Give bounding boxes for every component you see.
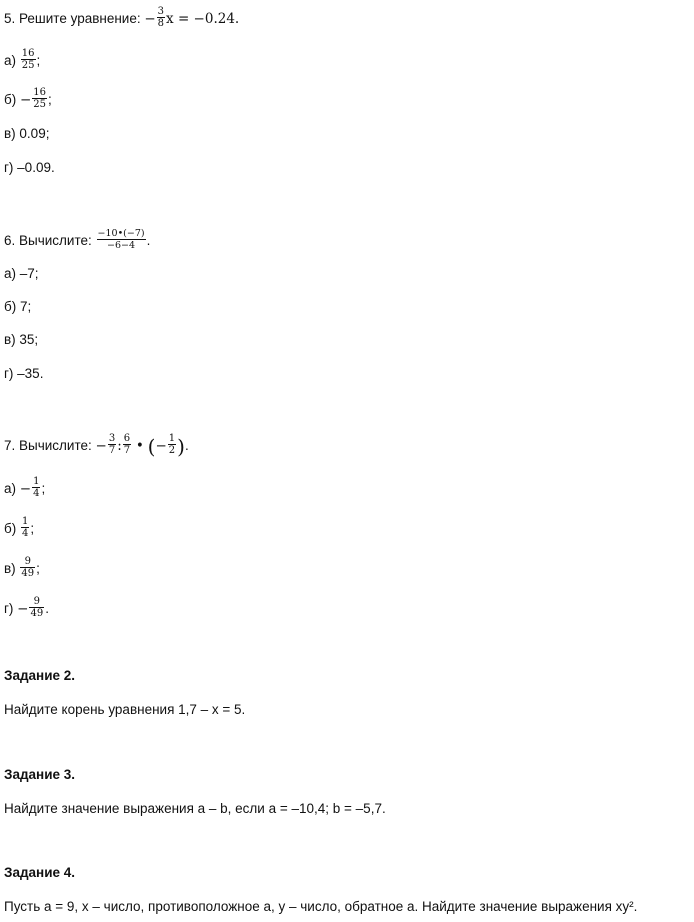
q7-fraction-3 (168, 433, 176, 456)
q7-fraction-1 (108, 433, 116, 456)
option-fraction (32, 476, 40, 499)
frac-num: 16 (33, 87, 47, 98)
q6-option-d: г) –35. (4, 366, 44, 381)
frac-num: 1 (33, 476, 40, 487)
frac-num: 6 (123, 433, 131, 444)
option-label: г) (4, 160, 18, 175)
frac-num: 1 (168, 433, 176, 444)
option-text: –0.09. (17, 160, 55, 175)
q7-open-paren: ( (147, 434, 156, 459)
q7-prefix: 7. Вычислите: (4, 438, 96, 454)
q7-option-b (4, 518, 34, 541)
frac-den: 4 (33, 488, 40, 499)
option-label: г) (4, 601, 18, 617)
option-label: в) (4, 126, 20, 141)
q6-statement (4, 230, 150, 253)
option-fraction (21, 48, 36, 71)
q7-minus-2: − (155, 438, 167, 455)
option-tail: . (45, 601, 49, 617)
frac-num: 3 (108, 433, 116, 444)
task3-heading: Задание 3. (4, 767, 76, 782)
q5-option-b (4, 89, 52, 112)
q7-close-paren: ) (177, 434, 185, 459)
frac-den: 49 (21, 568, 35, 579)
q6-prefix: 6. Вычислите: (4, 233, 96, 249)
option-label: а) (4, 53, 20, 69)
option-label: б) (4, 521, 20, 537)
q5-option-a (4, 50, 40, 73)
q5-statement (4, 8, 239, 31)
q6-option-c: в) 35; (4, 332, 39, 347)
option-label: а) (4, 481, 20, 497)
frac-den: 7 (108, 445, 116, 456)
q5-option-d (4, 160, 55, 176)
option-tail: ; (36, 561, 40, 577)
task3-text: Найдите значение выражения a – b, если a = –10,4; b = –5,7. (4, 801, 386, 816)
frac-den: 25 (33, 99, 47, 110)
option-label: в) (4, 561, 20, 577)
frac-num: 9 (20, 556, 35, 568)
option-fraction (32, 87, 47, 110)
task2-text: Найдите корень уравнения 1,7 – x = 5. (4, 702, 246, 717)
option-tail: ; (48, 92, 52, 108)
q7-tail: . (184, 438, 189, 454)
option-text: 0.09; (19, 126, 50, 141)
q6-tail: . (146, 233, 151, 249)
option-fraction (20, 556, 35, 579)
q5-rest: x = −0.24. (166, 11, 240, 28)
q5-fraction (157, 6, 165, 29)
q5-prefix: 5. Решите уравнение: (4, 11, 145, 27)
option-tail: ; (30, 521, 35, 537)
q5-frac-num: 3 (157, 6, 165, 17)
frac-den: 49 (30, 608, 44, 619)
option-sign: − (19, 481, 32, 498)
option-tail: ; (36, 53, 41, 69)
q7-dot: • (135, 438, 144, 455)
q6-option-a: а) –7; (4, 266, 39, 281)
q7-option-a (4, 478, 45, 501)
task4-heading: Задание 4. (4, 865, 76, 880)
q7-option-c (4, 558, 40, 581)
frac-den: 4 (21, 528, 29, 539)
frac-num: 9 (29, 596, 44, 608)
q6-frac-den: −6−4 (107, 240, 136, 251)
option-tail: ; (41, 481, 46, 497)
frac-num: 16 (21, 48, 35, 59)
q7-minus: − (95, 438, 107, 455)
task2-heading: Задание 2. (4, 668, 76, 683)
option-fraction (21, 516, 29, 539)
q7-statement (4, 435, 189, 458)
option-sign: − (17, 601, 29, 618)
q7-option-d (4, 598, 49, 621)
q5-option-c (4, 126, 49, 142)
q7-colon: : (117, 438, 122, 455)
frac-den: 2 (168, 445, 176, 456)
q5-frac-den: 8 (157, 18, 165, 29)
q6-frac-num: −10•(−7) (97, 228, 145, 239)
option-sign: − (19, 92, 32, 109)
q6-option-b: б) 7; (4, 299, 32, 314)
frac-den: 25 (21, 60, 35, 71)
frac-den: 7 (123, 445, 131, 456)
task4-text: Пусть a = 9, x – число, противоположное a, y – число, обратное a. Найдите значение выражения xy². (4, 899, 638, 914)
option-fraction (29, 596, 44, 619)
option-label: б) (4, 92, 20, 108)
q6-fraction (97, 228, 146, 251)
q7-fraction-2 (123, 433, 131, 456)
q5-minus: − (144, 11, 156, 28)
frac-num: 1 (21, 516, 29, 527)
